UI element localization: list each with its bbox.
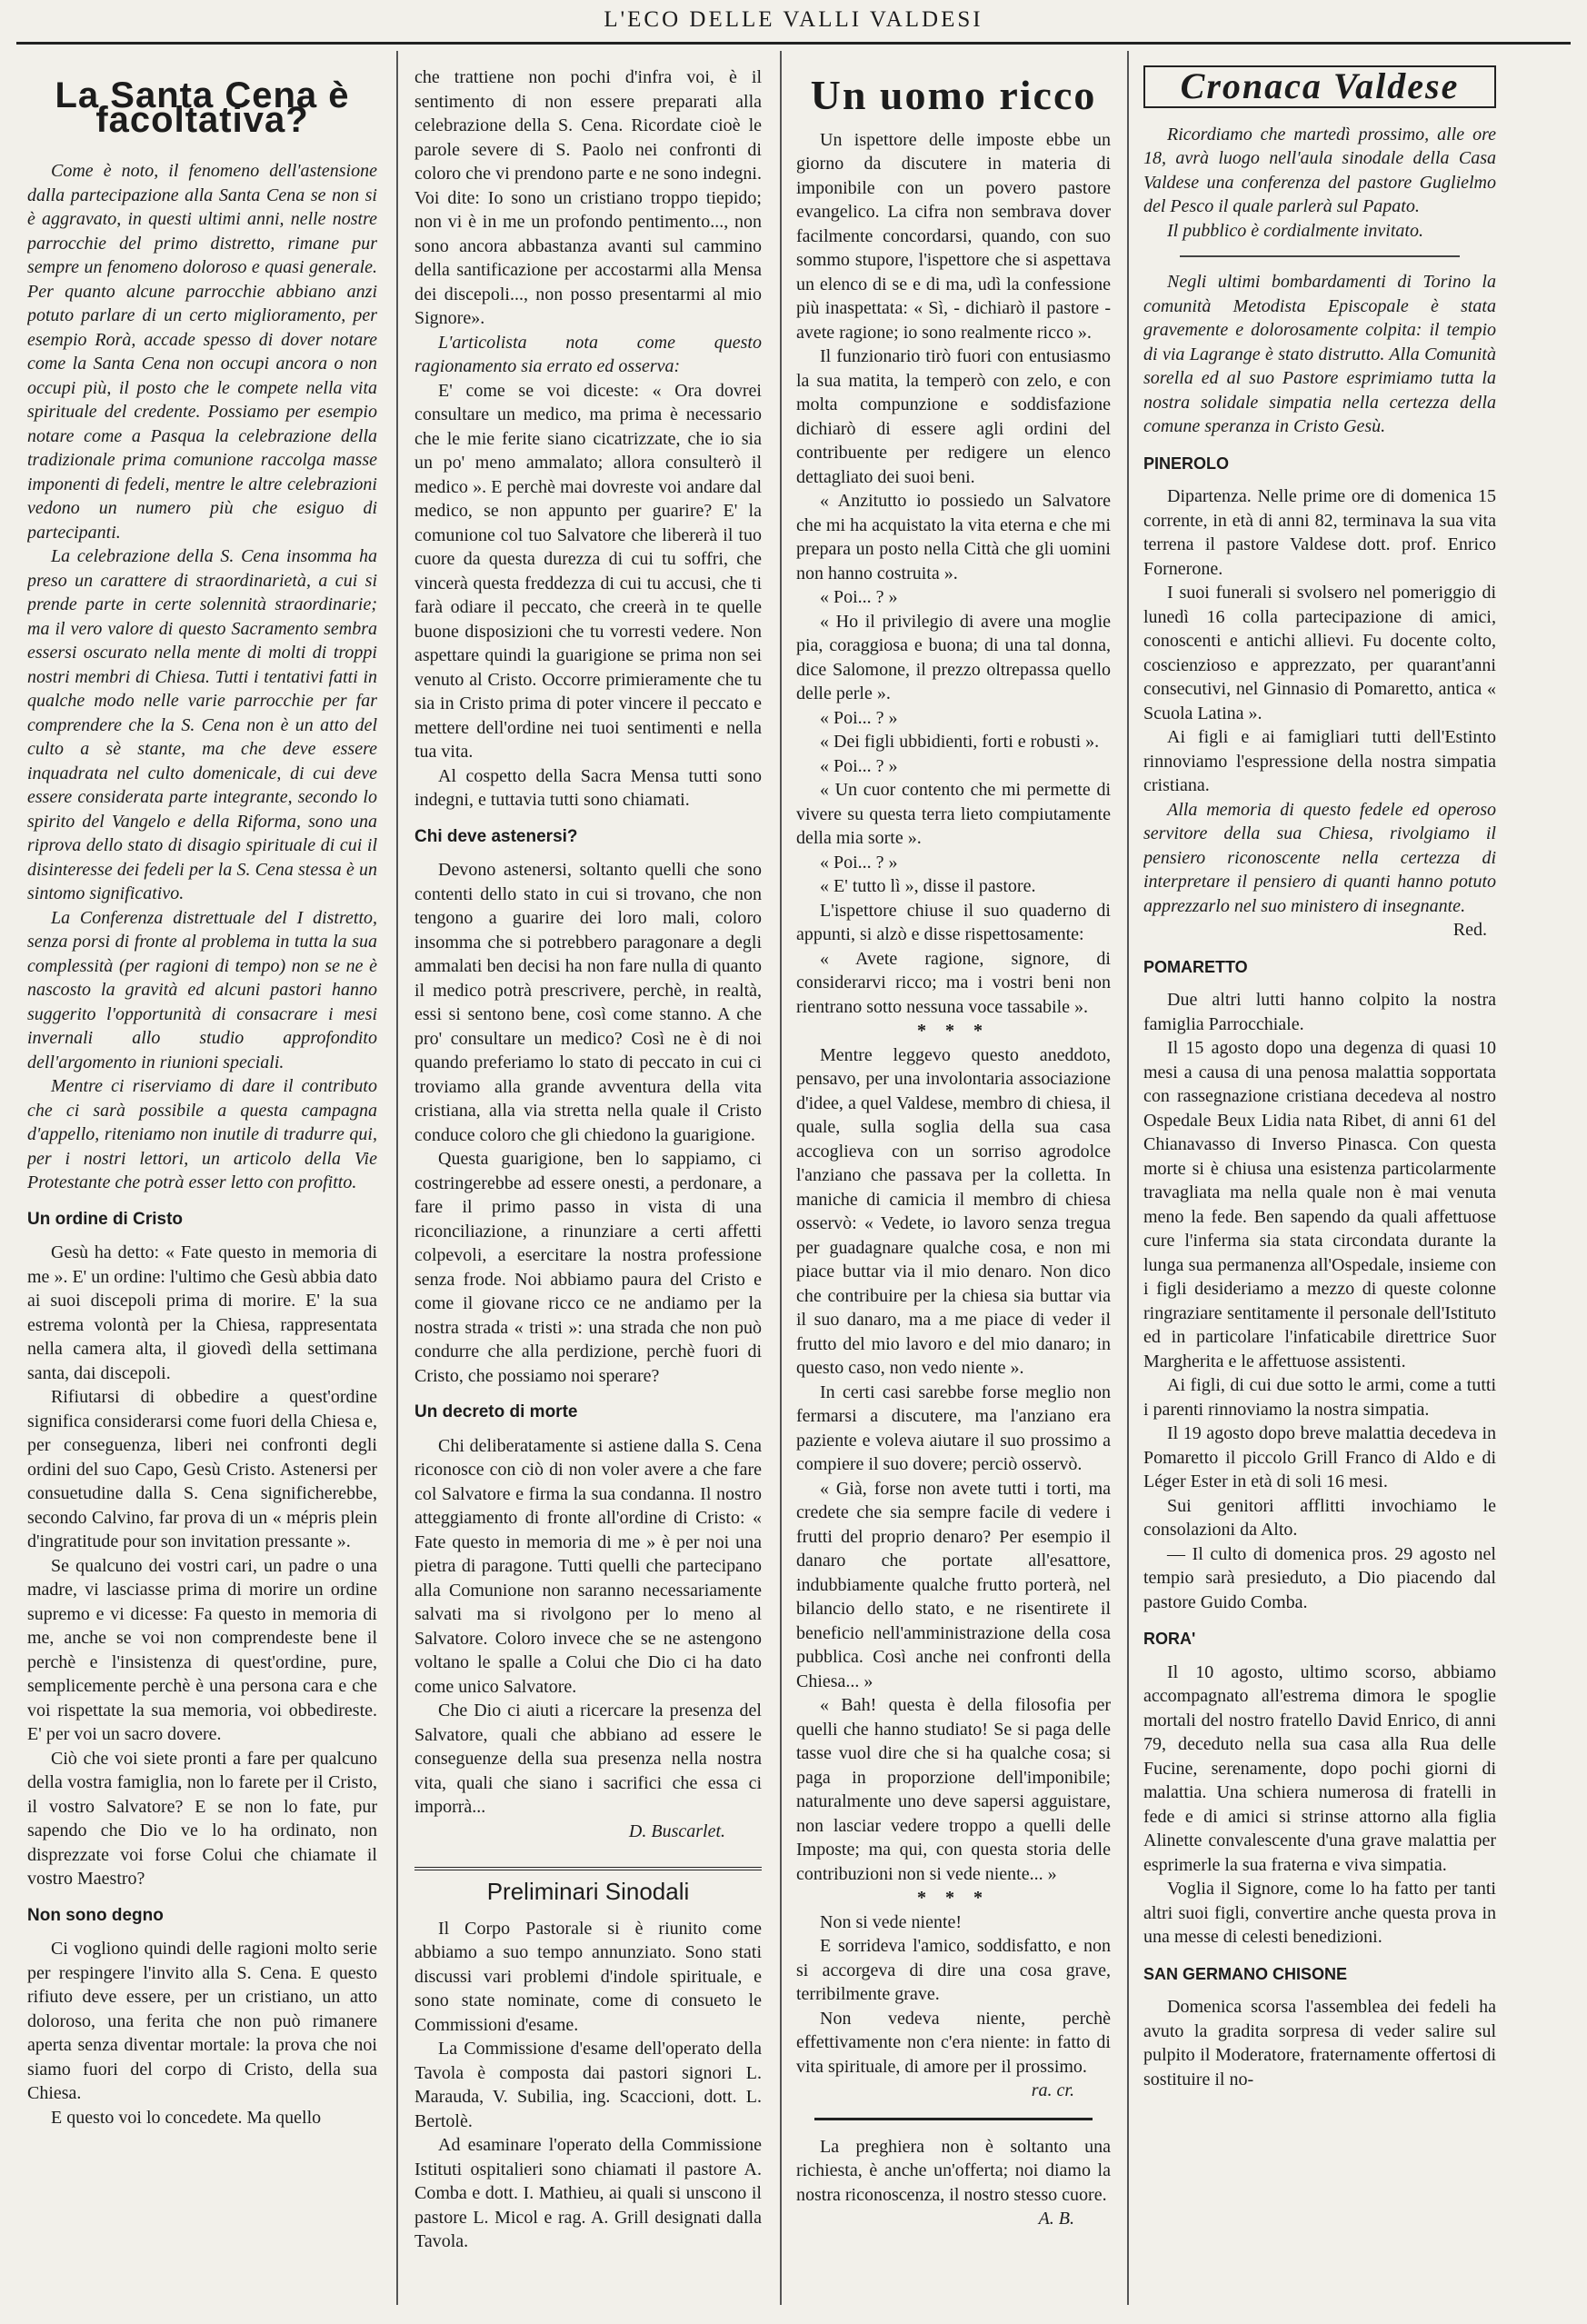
- body-paragraph: Sui genitori afflitti invochiamo le consolazioni da Alto.: [1143, 1495, 1496, 1540]
- body-paragraph: Domenica scorsa l'assemblea dei fedeli ha avuto la gradita sorpresa di veder salire sul pulpito il Moderatore, fraternamente offertosi di sostituire il no-: [1143, 1997, 1496, 2090]
- body-paragraph: Che Dio ci aiuti a ricercare la presenza del Salvatore, quali che abbiano ad essere le conseguenze della sua presenza nella nostra vita, quali che siano i sacrifici che essa ci imporrà...: [414, 1701, 762, 1817]
- body-paragraph: — Il culto di domenica pros. 29 agosto nel tempio sarà presieduto, a Dio piacendo dal pastore Guido Comba.: [1143, 1543, 1496, 1612]
- body-paragraph: « Già, forse non avete tutti i torti, ma credete che sia sempre facile di vedere i frutti del proprio denaro? Per esempio il danaro che portate all'esattore, indubbiamente qualche frutto porterà, nel bilancio dello stato, e ne risentirete il beneficio nell'amministrazione della cosa pubblica. Così anche nei confronti della Chiesa... »: [796, 1478, 1111, 1691]
- location-heading: POMARETTO: [1143, 957, 1248, 976]
- author-signature: ra. cr.: [1031, 2080, 1074, 2100]
- dialogue-line: « Un cuor contento che mi permette di vivere su questa terra lieto compiutamente della mia sorte ».: [796, 780, 1111, 848]
- body-paragraph: Il 15 agosto dopo una degenza di quasi 10 mesi a causa di una penosa malattia sopportata con rassegnazione cristiana decedeva al nostro Ospedale Beux Lidia nata Ribet, di anni 61 del Chianavasso di Inverso Pinasca. Con questa morte si è chiusa una esistenza particolarmente travagliata ma nella quale non è mai venuta meno la fede. Ben sapendo da quali affettuose cure l'inferma sia stata circondata durante la lunga sua permanenza all'Ospedale, insieme con i figli desideriamo a mezzo di queste colonne ringraziare sentitamente il personale dell'Istituto ed in particolare l'infaticabile direttrice Suor Margherita e le affettuose assistenti.: [1143, 1038, 1496, 1371]
- body-paragraph: Al cospetto della Sacra Mensa tutti sono indegni, e tuttavia tutti sono chiamati.: [414, 765, 762, 810]
- intro-paragraph: La celebrazione della S. Cena insomma ha preso un carattere di straordinarietà, a cui si prende parte in certe solennità straordinarie; ma il vero valore di questo Sacramento sembra essersi oscurato nella mente di molti di troppi nostri membri di Chiesa. Tutti i tentativi fatti in qualche modo nelle varie parrocchie per far comprendere che la S. Cena non è un atto del culto a sè stante, ma che deve essere inquadrata nel culto domenicale, di cui deve essere considerata parte integrante, secondo lo spirito del Vangelo e della Riforma, sono una riprova dello stato di disagio spirituale di cui il disinteresse dei fedeli per la S. Cena stessa è un sintomo significativo.: [27, 546, 377, 903]
- dialogue-line: « Ho il privilegio di avere una moglie pia, coraggiosa e buona; di una tal donna, dice Salomone, il prezzo oltrepassa quello delle perle ».: [796, 611, 1111, 703]
- column-1: [27, 65, 377, 2310]
- body-paragraph: Mentre leggevo questo aneddoto, pensavo, per una involontaria associazione d'idee, a quel Valdese, membro di chiesa, il quale, sulla soglia della sua casa accoglieva con un sorriso agrodolce l'anziano che passava per la colletta. In maniche di camicia il membro di chiesa osservò: « Vedete, io lavoro senza tregua per guadagnare qualche cosa, e non mi piace buttar via il mio denaro. Non dico che contribuire per la chiesa sia buttar via il suo danaro, ma a me piace di veder il frutto del mio lavoro e del mio danaro; in questo caso, non vedo niente ».: [796, 1044, 1111, 1378]
- body-paragraph: Questa guarigione, ben lo sappiamo, ci costringerebbe ad essere onesti, a perdonare, a fare il primo passo in vista di una riconciliazione, a rinunziare a certi affetti colpevoli, a esercitare la nostra professione senza frode. Noi abbiamo paura del Cristo e come il giovane ricco ce ne andiamo per la nostra strada « tristi »: una strada che non può condurre che alla perdizione, perchè fuori di Cristo, che possiamo noi sperare?: [414, 1149, 762, 1386]
- section-separator-stars: * * *: [917, 1021, 990, 1041]
- body-paragraph: Gesù ha detto: « Fate questo in memoria di me ». E' un ordine: l'ultimo che Gesù abbia dato ai suoi discepoli prima di morire. E' la sua estrema volontà per la Chiesa, rappresentata nella camera alta, il giovedì della settimana santa, dai discepoli.: [27, 1242, 377, 1383]
- notice-paragraph: Negli ultimi bombardamenti di Torino la comunità Metodista Episcopale è stata gravemente e dolorosamente colpita: il tempio di via Lagrange è stato distrutto. Alla Comunità sorella ed al suo Pastore esprimiamo tutta la nostra solidale simpatia nella certezza della comune speranza in Cristo Gesù.: [1143, 272, 1496, 436]
- section-separator-stars: * * *: [917, 1888, 990, 1908]
- body-paragraph: « Bah! questa è della filosofia per quelli che hanno studiato! Se si paga delle tasse vuol dire che si ha qualche cosa; si paga in proporzione dell'imponibile; naturalmente uno deve sapersi agguistare, non lasciar vedere troppo a quelli delle Imposte; ma qui, con questa storia delle contribuzioni non si vede niente... »: [796, 1695, 1111, 1884]
- author-signature: D. Buscarlet.: [628, 1820, 725, 1841]
- dialogue-line: « E' tutto lì », disse il pastore.: [820, 876, 1036, 896]
- column-4: [1143, 65, 1496, 2310]
- column-divider: [1127, 51, 1129, 2305]
- intro-paragraph: Come è noto, il fenomeno dell'astensione dalla partecipazione alla Santa Cena se non si è aggravato, in questi ultimi anni, nelle nostre parrocchie del primo distretto, rimane pur sempre un fenomeno doloroso e quasi generale. Per quanto alcune parrocchie abbiano anzi potuto parlare di un certo miglioramento, per esempio Rorà, accade spesso di dover notare come la Santa Cena non occupi ancora o non occupi più, il posto che le compete nella vita spirituale del credente. Possiamo per esempio notare come a Pasqua la celebrazione della tradizionale prima comunione raccolga masse imponenti di fedeli, mentre le altre celebrazioni vedono un numero più che esiguo di partecipanti.: [27, 161, 377, 543]
- body-paragraph: Se qualcuno dei vostri cari, un padre o una madre, vi lasciasse prima di morire un ordine supremo e vi dicesse: Fa questo in memoria di me, anche se voi non comprendeste bene il perchè e l'insistenza di quest'ordine, pure, semplicemente perchè è una persona cara e che voi rispettate la sua memoria, voi obbedireste. E' per voi un sacro dovere.: [27, 1555, 377, 1744]
- header-rule: [16, 42, 1571, 45]
- column-divider: [780, 51, 782, 2305]
- body-paragraph: Chi deliberatamente si astiene dalla S. Cena riconosce con ciò di non voler avere a che fare col Salvatore e firma la sua condanna. Il nostro atteggiamento di fronte all'ordine di Cristo: « Fate questo in memoria di me » è per noi una pietra di paragone. Tutti quelli che partecipano alla Comunione non saranno necessariamente salvati ma si rivolgono per lo meno al Salvatore. Coloro invece che se ne astengono voltano le spalle a Colui che Dio ci ha dato come unico Salvatore.: [414, 1435, 762, 1697]
- body-paragraph: che trattiene non pochi d'infra voi, è il sentimento di non essere preparati alla celebrazione della S. Cena. Ricordate cioè le parole severe di S. Paolo nei confronti di coloro che vi prendono parte e ne sono indegni. Voi dite: Io sono un cristiano troppo tiepido; non vi è in me un profondo pentimento..., non sono ancora abbastanza avanti sul cammino della santificazione per accostarmi alla Mensa dei discepoli..., non posso presentarmi al mio Signore».: [414, 67, 762, 328]
- body-paragraph: Non si vede niente!: [820, 1911, 963, 1932]
- dialogue-line: « Poi... ? »: [820, 707, 898, 728]
- article-title-santa-cena: La Santa Cena è facoltativa?: [55, 75, 350, 140]
- section-heading: Un decreto di morte: [414, 1402, 578, 1421]
- location-heading: SAN GERMANO CHISONE: [1143, 1964, 1348, 1983]
- article-title-uomo-ricco: Un uomo ricco: [810, 72, 1097, 118]
- section-heading: Chi deve astenersi?: [414, 826, 578, 846]
- body-paragraph: L'articolista nota come questo ragionamento sia errato ed osserva:: [414, 332, 762, 376]
- body-paragraph: Un ispettore delle imposte ebbe un giorno da discutere in materia di imponibile con un povero pastore evangelico. La cifra non sembrava dover facilmente concordarsi, quando, con suo sommo stupore, l'ispettore che si aspettava un elenco di se e di ma, udì la confessione più inaspettata: « Sì, - dichiarò il pastore - avete ragione; io sono realmente ricco ».: [796, 129, 1111, 343]
- location-heading: RORA': [1143, 1630, 1196, 1648]
- body-paragraph: Dipartenza. Nelle prime ore di domenica 15 corrente, in età di anni 82, terminava la sua vita terrena il pastore Valdese dott. prof. Enrico Fornerone.: [1143, 486, 1496, 579]
- body-paragraph: Il Corpo Pastorale si è riunito come abbiamo a suo tempo annunziato. Sono stati discussi vari problemi d'indole spirituale, e sono state nominate, come di consueto le Commissioni d'esame.: [414, 1918, 762, 2035]
- column-3: [796, 65, 1111, 2310]
- body-paragraph: E questo voi lo concedete. Ma quello: [51, 2107, 322, 2128]
- body-paragraph: Devono astenersi, soltanto quelli che sono contenti dello stato in cui si trovano, che non tengono a guarire dei loro mali, coloro insomma che si potrebbero paragonare a degli ammalati ben decisi ha non fare nulla di quanto il medico potrà prescrivere, perchè, in realtà, essi si sentono bene, così come stanno. A che pro' consultare un medico? Così ne è di noi quando preferiamo lo stato di peccato in cui ci troviamo alla grande avventura della vita cristiana, alla via stretta nella quale il Cristo conduce coloro che gli chiedono la guarigione.: [414, 860, 762, 1145]
- intro-paragraph: Mentre ci riserviamo di dare il contributo che ci sarà possibile a questa campagna d'appello, riteniamo non inutile di tradurre qui, per i nostri lettori, un articolo della Vie Protestante che potrà esser letto con profitto.: [27, 1076, 377, 1192]
- body-paragraph: Il funzionario tirò fuori con entusiasmo la sua matita, la temperò con zelo, e con molta compunzione e soddisfazione dichiarò di essere agli ordini del contribuente per redigere un elenco dettagliato dei suoi beni.: [796, 346, 1111, 487]
- author-signature: A. B.: [1038, 2209, 1074, 2229]
- section-title-cronaca: Cronaca Valdese: [1143, 65, 1496, 108]
- column-2: [414, 65, 762, 2310]
- body-paragraph: I suoi funerali si svolsero nel pomeriggio di lunedì 16 colla partecipazione di amici, conoscenti e antichi allievi. Fu docente colto, coscienzioso e apprezzato, per quarant'anni consecutivi, nel Ginnasio di Pomaretto, antica « Scuola Latina ».: [1143, 583, 1496, 723]
- body-paragraph: L'ispettore chiuse il suo quaderno di appunti, si alzò e disse rispettosamente:: [796, 900, 1111, 944]
- body-paragraph: Due altri lutti hanno colpito la nostra famiglia Parrocchiale.: [1143, 990, 1496, 1034]
- notice-paragraph: Il pubblico è cordialmente invitato.: [1167, 220, 1423, 241]
- dialogue-line: « Poi... ? »: [820, 852, 898, 873]
- notice-paragraph: Ricordiamo che martedì prossimo, alle ore 18, avrà luogo nell'aula sinodale della Casa Valdese una conferenza del pastore Guglielmo del Pesco il quale parlerà sul Papato.: [1143, 124, 1496, 216]
- dialogue-line: « Dei figli ubbidienti, forti e robusti ».: [820, 732, 1100, 752]
- dialogue-line: « Poi... ? »: [820, 755, 898, 776]
- editor-signature: Red.: [1452, 920, 1487, 940]
- body-paragraph: Ai figli e ai famigliari tutti dell'Estinto rinnoviamo l'espressione della nostra simpatia cristiana.: [1143, 727, 1496, 795]
- body-paragraph: Ad esaminare l'operato della Commissione Istituti ospitalieri sono chiamati il pastore A. Comba e dott. I. Mathieu, ai quali si unscono il pastore L. Micol e rag. A. Grill designati dalla Tavola.: [414, 2135, 762, 2251]
- body-paragraph: Non vedeva niente, perchè effettivamente non c'era niente: in fatto di vita spirituale, di amore per il prossimo.: [796, 2008, 1111, 2077]
- body-paragraph: Ci vogliono quindi delle ragioni molto serie per respingere l'invito alla S. Cena. E questo rifiuto deve essere, per un cristiano, un atto doloroso, una ferita che non può rimanere aperta senza diventar mortale: la prova che noi siamo fuori del corpo di Cristo, della sua Chiesa.: [27, 1939, 377, 2103]
- body-paragraph: Voglia il Signore, come lo ha fatto per tanti altri suoi figli, convertire anche questa prova in una messe di celesti benedizioni.: [1143, 1879, 1496, 1947]
- body-paragraph: Il 10 agosto, ultimo scorso, abbiamo accompagnato all'estrema dimora le spoglie mortali del nostro fratello David Enrico, di anni 79, deceduto nella sua casa alla Rua delle Fucine, serenamente, dopo pochi giorni di malattia. Una schiera numerosa di fratelli in fede e di amici si strinse attorno alla figlia Alinette convalescente d'una grave malattia per esprimerle la sua fraterna e viva simpatia.: [1143, 1661, 1496, 1875]
- body-paragraph: « Avete ragione, signore, di considerarvi ricco; ma i vostri beni non rientrano sotto nessuna voce tassabile ».: [796, 948, 1111, 1017]
- body-paragraph: Il 19 agosto dopo breve malattia decedeva in Pomaretto il piccolo Grill Franco di Aldo e di Léger Ester in età di soli 16 mesi.: [1143, 1423, 1496, 1491]
- body-paragraph: E sorrideva l'amico, soddisfatto, e non si accorgeva di dire una cosa grave, terribilmente grave.: [796, 1936, 1111, 2004]
- running-head: L'ECO DELLE VALLI VALDESI: [604, 7, 983, 32]
- body-paragraph: E' come se voi diceste: « Ora dovrei consultare un medico, ma prima è necessario che le mie ferite siano cicatrizzate, che io sia un po' meno ammalato; allora consulterò il medico ». E perchè mai dovreste voi andare dal medico, se non appunto per guarire? E' la comunione col tuo Salvatore che libererà il tuo cuore da questa durezza di cui tu soffri, che vincerà questa freddezza di cui tu accusi, che ti farà odiare il peccato, che creerà in te quelle buone disposizioni che tu vorresti vedere. Non aspettare quindi la guarigione se prima non sei venuto al Cristo. Occorre primieramente che tu sia in Cristo prima di poter vincere il peccato e mettere dell'ordine nei tuoi sentimenti e nella tua vita.: [414, 380, 762, 762]
- body-paragraph: Alla memoria di questo fedele ed operoso servitore della sua Chiesa, rivolgiamo il pensiero riconoscente nella certezza di interpretare il pensiero di quanti hanno potuto apprezzarlo nel suo ministero di insegnante.: [1143, 799, 1496, 916]
- body-paragraph: In certi casi sarebbe forse meglio non fermarsi a discutere, ma l'anziano era paziente e voleva aiutare il suo prossimo a compiere il suo dovere; perciò osservò.: [796, 1381, 1111, 1474]
- section-heading: Un ordine di Cristo: [27, 1209, 183, 1229]
- section-heading: Non sono degno: [27, 1905, 164, 1925]
- body-paragraph: « Anzitutto io possiedo un Salvatore che mi ha acquistato la vita eterna e che mi prepara un posto nella Città che gli uomini non hanno costruita ».: [796, 491, 1111, 583]
- body-paragraph: La Commissione d'esame dell'operato della Tavola è composta dai pastori signori L. Marauda, V. Subilia, ing. Scaccioni, dott. L. Bertolè.: [414, 2039, 762, 2131]
- location-heading: PINEROLO: [1143, 454, 1230, 473]
- column-divider: [396, 51, 398, 2305]
- body-paragraph: Ciò che voi siete pronti a fare per qualcuno della vostra famiglia, non lo farete per il Cristo, il vostro Salvatore? E se non lo fate, pur sapendo che Dio ve lo ha ordinato, non disprezzate voi forse Colui che chiamate il vostro Maestro?: [27, 1748, 377, 1889]
- dialogue-line: « Poi... ? »: [820, 587, 898, 607]
- divider: [814, 2118, 1093, 2120]
- divider: [1180, 255, 1460, 257]
- closing-paragraph: La preghiera non è soltanto una richiesta, è anche un'offerta; noi diamo la nostra riconoscenza, il nostro stesso cuore.: [796, 2136, 1111, 2205]
- article-title-preliminari: Preliminari Sinodali: [414, 1867, 762, 1904]
- intro-paragraph: La Conferenza distrettuale del I distretto, senza porsi di fronte al problema in tutta la sua complessità (per ragioni di tempo) non se ne è nascosto la gravità ed alcuni pastori hanno suggerito l'opportunità di consacrare i mesi invernali allo studio approfondito dell'argomento in riunioni speciali.: [27, 907, 377, 1072]
- body-paragraph: Ai figli, di cui due sotto le armi, come a tutti i parenti rinnoviamo la nostra simpatia.: [1143, 1375, 1496, 1420]
- body-paragraph: Rifiutarsi di obbedire a quest'ordine significa considerarsi come fuori della Chiesa e, per conseguenza, liberi nei confronti degli ordini del suo Capo, Gesù Cristo. Astenersi per consuetudine dalla S. Cena significherebbe, secondo Calvino, far prova di un « mépris plein d'ingratitude pour son invitation pressante ».: [27, 1387, 377, 1551]
